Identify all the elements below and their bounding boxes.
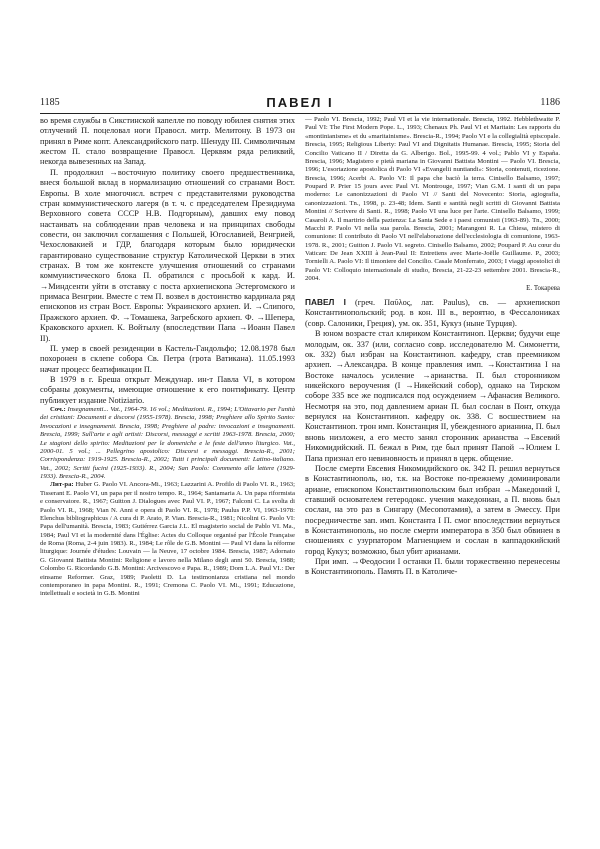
paragraph: во время службы в Сикстинской капелле по поводу юбилея снятия этих отлучений П. поцеловал ноги Правосл. митр. Мелитону. В 1973 он принял в Риме копт. Александрийского патр. Шенуду III. Символичным жестом П. стало возвращение Правосл. Церквям ряда реликвий, некогда вывезенных на Запад. <box>40 116 295 167</box>
paragraph: В юном возрасте стал клириком Константиноп. Церкви; будучи еще молодым, ок. 337 (или, согласно совр. исследователю М. Симонетти, ок. 332) был избран на Константиноп. кафедру, став преемником архиеп. →Александра. В конце правления имп. →Константина I на Востоке началось усиление →арианства. П. был сторонником никейского вероучения (I →Никейский собор), однако на Тирском соборе 335 все же подписался под осуждением →Афанасия Великого. Несмотря на это, под давлением ариан П. был сослан в Понт, откуда вернулся на Константиноп. кафедру ок. 338. С восшествием на Константиноп. трон имп. Констанция II, убежденного арианина, П. был вновь низложен, а его место занял сторонник арианства →Евсевий Никомидийский. П. бежал в Рим, где был принят Папой →Юлием I. Папа признал его невиновность и принял в церк. общение. <box>305 329 560 463</box>
paragraph: П. умер в своей резиденции в Кастель-Гандольфо; 12.08.1978 был похоронен в склепе собора Св. Петра (грота Ватикана). 11.05.1993 начат процесс беатификации П. <box>40 343 295 374</box>
article-author: Е. Токарева <box>526 284 560 292</box>
paragraph: После смерти Евсевия Никомидийского ок. 342 П. решил вернуться в Константинополь, но, т.к. на Востоке по-прежнему доминировали ариане, епископом Константинопольским был избран →Македоний I, ставший основателем гетеродокс. учения македониан, а П. вновь был сослан, на это раз в Сингару (Месопотамия), а затем в Эмессу. При посредничестве зап. имп. Константа I П. смог впоследствии вернуться в Константинополь, но после смерти императора в 350 был обвинен в сношениях с узурпатором Магненцием и сослан в каппадокийский город Кукуз; возможно, был убит арианами. <box>305 463 560 556</box>
literature-continuation: — Paolo VI. Brescia, 1992; Paul VI et la vie internationale. Brescia, 1992. Hebblethwaite P. Paul VI: The First Modern Pope. L., 1993; Chenaux Ph. Paul VI et Maritain: Les rapports du «montinianisme» et du «maritainisme». Brescia-R., 1994; Paolo VI e la collegialità episcopale. Brescia, 1995; Religious Liberty: Paul VI and Dignitatis Humanae. Brescia, 1995; Storia del Concilio Vaticano II / Diretta da G. Alberigo. Bol., 1995-99. 4 vol.; Pablo VI y España. Brescia, 1996; Magistero e pietà mariana in Giovanni Battista Montini — Paolo VI. Brescia, 1996; L'esortazione apostolica di Paolo VI «Evangelii nuntiandi»: Storia, contenuti, ricezione. Brescia, 1996; Acerbi A. Paolo VI: Il papa che baciò la terra. Cinisello Balsamo, 1997; Poupard P. Prier 15 jours avec Paul VI. Montrouge, 1997; Vian G.M. I santi di un papa moderno: Le canonizzazioni di Paolo VI // Santi del Novecento: Storia, agiografia, canonizzazioni. Tn., 1998, p. 23-48; Idem. Santi e santità negli scritti di Giovanni Battista Montini // Scrivere di Santi. R., 1998; Paolo VI una luce per l'arte. Cinisello Balsamo, 1999; Casaroli A. Il martirio della pazienza: La Santa Sede e i paesi comunisti (1963-89). Tn., 2000; Macchi P. Paolo VI nella sua parola. Brescia, 2001; Marangoni R. La Chiesa, mistero di comunione: Il contributo di Paolo VI nell'elaborazione dell'ecclesiologia di comunione, 1963-1978. R., 2001; Guitton J. Paolo VI. segreto. Cinisello Balsamo, 2002; Poupard P. Au cœur du Vatican: De Jean XXIII à Jean-Paul II: Entretiens avec Marie-Joëlle Guillaume. P., 2003; Tornielli A. Paolo VI: Il timoniere del Concilio. Casale Monferrato, 2003; I viaggi apostolici di Paolo VI: Colloquio internazionale di studio, Brescia, 21-22-23 settembre 2001. Brescia-R., 2004. <box>305 116 560 283</box>
running-title: ПАВЕЛ I <box>266 95 334 110</box>
literature-text: Huber G. Paolo VI. Ancora-Mi., 1963; Lazzarini A. Profilo di Paolo VI. R., 1963; Tisserant E. Paolo VI, un papa per il nostro tempo. R., 1964; Santamaria A. Un papa riformista e conservatore. R., 1967; Guitton J. Dialogues avec Paul VI. P., 1967; Falconi C. La svolta di Paolo VI. R., 1968; Vian N. Anni e opera di Paolo VI. R., 1978; Paulus P.P. VI, 1963-1978: Elenchus bibliographicus / A cura di P. Arato, P. Vian. Brescia-R., 1981; Nicolini G. Paolo VI: Papa dell'umanità. Brescia, 1983; Gutiérrez Garcia J.L. El magisterio social de Pablo VI. Ma., 1984; Paul VI et la modernité dans l'Église: Actes du Colloque organisé par l'École Française de Roma (Roma, 2-4 juin 1983). R., 1984; Le rôle de G.B. Montini — Paul VI dans la réforme liturgique: Journée d'études: Louvain — la Neuve, 17 octobre 1984. Brescia, 1987; Adornato G. Giovanni Battista Montini: Religione e lavoro nella Milano degli anni 50. Brescia, 1988; Colombo G. Ricordando G.B. Montini: Arcivescovo e Papa. R., 1989; Dorn L.A. Paul VI.: Der einsame Reformer. Graz, 1989; Paoletti D. La testimonianza cristiana nel mondo contemporaneo in papa Montini. R., 1991; Cremona C. Paolo VI. Mi., 1991; Educazione, intellettuali e società in G.B. Montini <box>40 481 296 598</box>
entry-intro <box>305 297 560 329</box>
paragraph: П. продолжил →восточную политику своего предшественника, внеся большой вклад в нормализацию отношений со странами Вост. Европы. В холе многочисл. встреч с представителями руководства стран коммунистического лагеря (в т. ч. с председателем Президиума Верховного совета СССР Н.В. Подгорным), давших ему повод настаивать на соблюдении прав человека и на принципах свободы совести, он заключил соглашения с Польшей, Югославией, Венгрией, Чехословакией и ГДР, благодаря которым было юридически гарантировано существование структур Католической Церкви в этих странах. В том же контексте улучшения отношений со странами коммунистического блока П. обратился с просьбой к кард. И. →Миндсенти уйти в отставку с поста архиепископа Эстергомского и примаса Венгрии. Вместе с тем П. возвел в достоинство кардинала ряд епископов из стран Вост. Европы: Украинского архиеп. И. →Слипого, Пражского архиеп. Ф. →Томашека, Загребского архиеп. Ф. →Шепера, Краковского архиеп. К. Войтылу (впоследствии Папа →Иоанн Павел II). <box>40 167 295 343</box>
literature-bibliography <box>40 481 295 598</box>
left-column <box>40 116 295 599</box>
running-header <box>40 97 560 111</box>
works-text: Insegnamenti... Vat., 1964-79. 16 vol.; Meditazioni. R., 1994; L'Ottavario per l'unità dei cristiani: Documenti e discorsi (1955-1978). Brescia, 1998; Preghiere allo Spirito Santo: Invocazioni e insegnamenti. Brescia, 1998; Preghiere al padre: invocazioni e insegnamenti. Brescia, 1999; Sull'arte e agli artisti: Discorsi, messaggi e scritti 1963-1978. Brescia, 2000; Le stagioni dello spirito: Meditazioni per le domeniche e le feste dell'anno liturgico. Vat., 2000-01. 5 vol.; ... Pellegrino apostolico: Discorsi e messaggi. Brescia-R., 2001; Corrispondenza: 1919-1925. Brescia-R., 2002; Tutti i principali documenti: Latino-italiano. Vat., 2002; Scritti fucini (1925-1933). R., 2004; San Paolo: Commento alle lettere (1929-1933). Brescia-R., 2004. <box>40 406 295 481</box>
page-number-right: 1186 <box>540 97 560 108</box>
paragraph: При имп. →Феодосии I останки П. были торжественно перенесены в Константинополь. Память П. в Католиче- <box>305 557 560 577</box>
right-column <box>305 116 560 578</box>
page-number-left: 1185 <box>40 97 60 108</box>
entry-headword: ПАВЕЛ I <box>305 297 346 308</box>
works-bibliography <box>40 406 295 481</box>
works-label: Соч.: <box>50 406 66 414</box>
paragraph: В 1979 в г. Бреша открыт Междунар. ин-т Павла VI, в котором собраны документы, имеющие отношение к его понтификату. Центр публикует издание Notiziario. <box>40 374 295 405</box>
entry-intro-text: (греч. Παῦλος, лат. Paulus), св. — архиепископ Константинопольский; род. в кон. III в., вероятно, в Фессалониках (совр. Салоники, Греция), ум. ок. 351, Кукуз (ныне Турция). <box>305 298 560 328</box>
literature-label: Лит-ра: <box>50 481 74 489</box>
header-rule <box>40 113 560 114</box>
